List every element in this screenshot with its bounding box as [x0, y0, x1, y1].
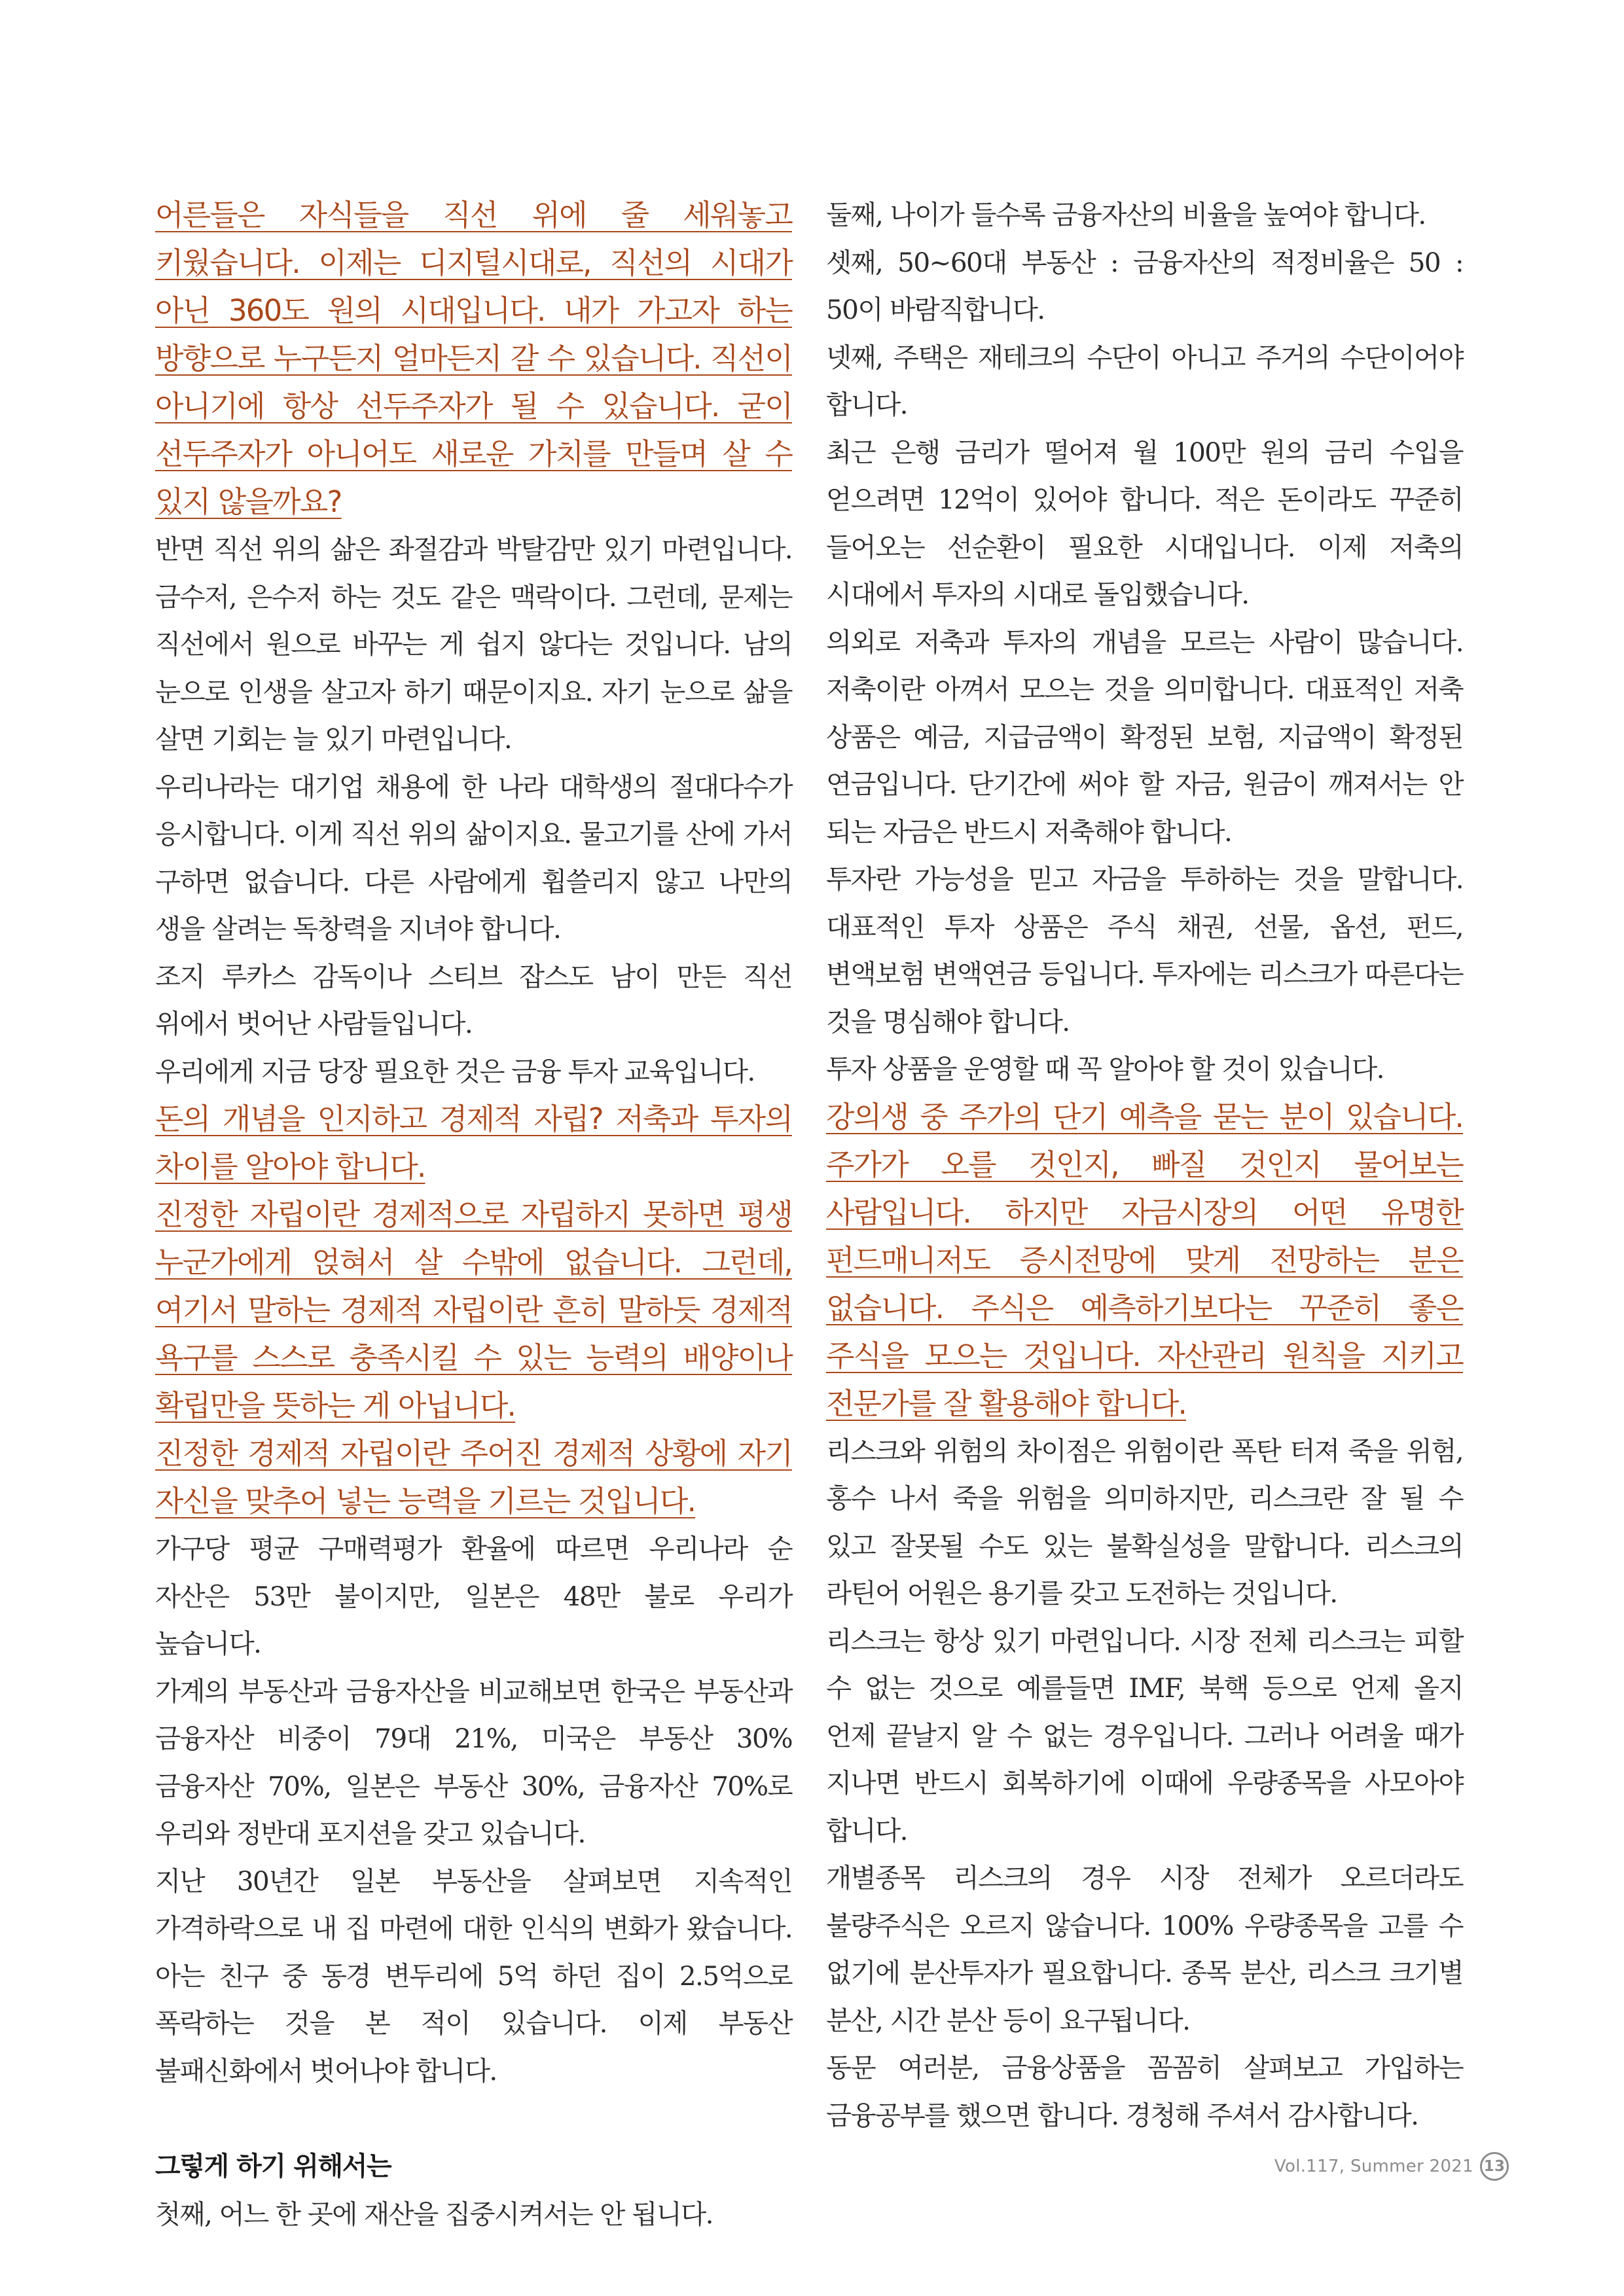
- highlight-paragraph: 진정한 경제적 자립이란 주어진 경제적 상황에 자기 자신을 맞추어 넣는 능력을 기르는 것입니다.: [155, 1436, 792, 1518]
- body-paragraph: 리스크는 항상 있기 마련입니다. 시장 전체 리스크는 피할 수 없는 것으로 예를들면 IMF, 북핵 등으로 언제 올지 언제 끝날지 알 수 없는 경우입니다. 그러나 어려울 때가 지나면 반드시 회복하기에 이때에 우량종목을 사모아야 합니다.: [826, 1624, 1463, 1846]
- body-paragraph: 반면 직선 위의 삶은 좌절감과 박탈감만 있기 마련입니다. 금수저, 은수저 하는 것도 같은 맥락이다. 그런데, 문제는 직선에서 원으로 바꾸는 게 쉽지 않다는 것입니다. 남의 눈으로 인생을 살고자 하기 때문이지요. 자기 눈으로 삶을 살면 기회는 늘 있기 마련입니다.: [155, 533, 792, 755]
- body-paragraph: 셋째, 50~60대 부동산 : 금융자산의 적정비율은 50 : 50이 바람직합니다.: [826, 246, 1463, 325]
- body-paragraph: 개별종목 리스크의 경우 시장 전체가 오르더라도 불량주식은 오르지 않습니다. 100% 우량종목을 고를 수 없기에 분산투자가 필요합니다. 종목 분산, 리스크 크기별 분산, 시간 분산 등이 요구됩니다.: [826, 1862, 1463, 2036]
- body-paragraph: 최근 은행 금리가 떨어져 월 100만 원의 금리 수입을 얻으려면 12억이 있어야 합니다. 적은 돈이라도 꾸준히 들어오는 선순환이 필요한 시대입니다. 이제 저축의 시대에서 투자의 시대로 돌입했습니다.: [826, 436, 1463, 610]
- page-number: 13: [1480, 2152, 1509, 2181]
- right-column: [826, 191, 1463, 2139]
- body-paragraph: 투자 상품을 운영할 때 꼭 알아야 할 것이 있습니다.: [826, 1053, 1384, 1085]
- body-paragraph: 조지 루카스 감독이나 스티브 잡스도 남이 만든 직선 위에서 벗어난 사람들입니다.: [155, 960, 792, 1039]
- body-paragraph: 우리나라는 대기업 채용에 한 나라 대학생의 절대다수가 응시합니다. 이게 직선 위의 삶이지요. 물고기를 산에 가서 구하면 없습니다. 다른 사람에게 휩쓸리지 않고 나만의 생을 살려는 독창력을 지녀야 합니다.: [155, 770, 792, 944]
- body-paragraph: 투자란 가능성을 믿고 자금을 투하하는 것을 말합니다. 대표적인 투자 상품은 주식 채권, 선물, 옵션, 펀드, 변액보험 변액연금 등입니다. 투자에는 리스크가 따른다는 것을 명심해야 합니다.: [826, 863, 1463, 1037]
- body-paragraph: 지난 30년간 일본 부동산을 살펴보면 지속적인 가격하락으로 내 집 마련에 대한 인식의 변화가 왔습니다. 아는 친구 중 동경 변두리에 5억 하던 집이 2.5억으로 폭락하는 것을 본 적이 있습니다. 이제 부동산 불패신화에서 벗어나야 합니다.: [155, 1865, 792, 2087]
- highlight-paragraph: 돈의 개념을 인지하고 경제적 자립? 저축과 투자의 차이를 알아야 합니다.: [155, 1102, 792, 1184]
- body-paragraph: 첫째, 어느 한 곳에 재산을 집중시켜서는 안 됩니다.: [155, 2198, 713, 2230]
- body-paragraph: 가구당 평균 구매력평가 환율에 따르면 우리나라 순 자산은 53만 불이지만, 일본은 48만 불로 우리가 높습니다.: [155, 1533, 792, 1659]
- page-footer: [1274, 2152, 1509, 2181]
- body-paragraph: 둘째, 나이가 들수록 금융자산의 비율을 높여야 합니다.: [826, 199, 1426, 230]
- highlight-paragraph: 어른들은 자식들을 직선 위에 줄 세워놓고 키웠습니다. 이제는 디지털시대로, 직선의 시대가 아닌 360도 원의 시대입니다. 내가 가고자 하는 방향으로 누구든지 얼마든지 갈 수 있습니다. 직선이 아니기에 항상 선두주자가 될 수 있습니다. 굳이 선두주자가 아니어도 새로운 가치를 만들며 살 수 있지 않을까요?: [155, 198, 792, 519]
- section-subheading: 그렇게 하기 위해서는: [155, 2151, 391, 2181]
- highlight-paragraph: 강의생 중 주가의 단기 예측을 묻는 분이 있습니다. 주가가 오를 것인지, 빠질 것인지 물어보는 사람입니다. 하지만 자금시장의 어떤 유명한 펀드매니저도 증시전망에 맞게 전망하는 분은 없습니다. 주식은 예측하기보다는 꾸준히 좋은 주식을 모으는 것입니다. 자산관리 원칙을 지키고 전문가를 잘 활용해야 합니다.: [826, 1099, 1463, 1421]
- left-column: [155, 191, 792, 2238]
- issue-label: Vol.117, Summer 2021: [1274, 2157, 1473, 2176]
- body-paragraph: 리스크와 위험의 차이점은 위험이란 폭탄 터져 죽을 위험, 홍수 나서 죽을 위험을 의미하지만, 리스크란 잘 될 수 있고 잘못될 수도 있는 불확실성을 말합니다. 리스크의 라틴어 어원은 용기를 갖고 도전하는 것입니다.: [826, 1435, 1463, 1609]
- body-paragraph: 가계의 부동산과 금융자산을 비교해보면 한국은 부동산과 금융자산 비중이 79대 21%, 미국은 부동산 30% 금융자산 70%, 일본은 부동산 30%, 금융자산 70%로 우리와 정반대 포지션을 갖고 있습니다.: [155, 1675, 792, 1849]
- body-paragraph: 넷째, 주택은 재테크의 수단이 아니고 주거의 수단이어야 합니다.: [826, 341, 1463, 420]
- body-paragraph: 의외로 저축과 투자의 개념을 모르는 사람이 많습니다. 저축이란 아껴서 모으는 것을 의미합니다. 대표적인 저축 상품은 예금, 지급금액이 확정된 보험, 지급액이 확정된 연금입니다. 단기간에 써야 할 자금, 원금이 깨져서는 안 되는 자금은 반드시 저축해야 합니다.: [826, 626, 1463, 848]
- highlight-paragraph: 진정한 자립이란 경제적으로 자립하지 못하면 평생 누군가에게 얹혀서 살 수밖에 없습니다. 그런데, 여기서 말하는 경제적 자립이란 흔히 말하듯 경제적 욕구를 스스로 충족시킬 수 있는 능력의 배양이나 확립만을 뜻하는 게 아닙니다.: [155, 1197, 792, 1423]
- body-paragraph: 동문 여러분, 금융상품을 꼼꼼히 살펴보고 가입하는 금융공부를 했으면 합니다. 경청해 주셔서 감사합니다.: [826, 2052, 1463, 2131]
- body-paragraph: 우리에게 지금 당장 필요한 것은 금융 투자 교육입니다.: [155, 1055, 755, 1087]
